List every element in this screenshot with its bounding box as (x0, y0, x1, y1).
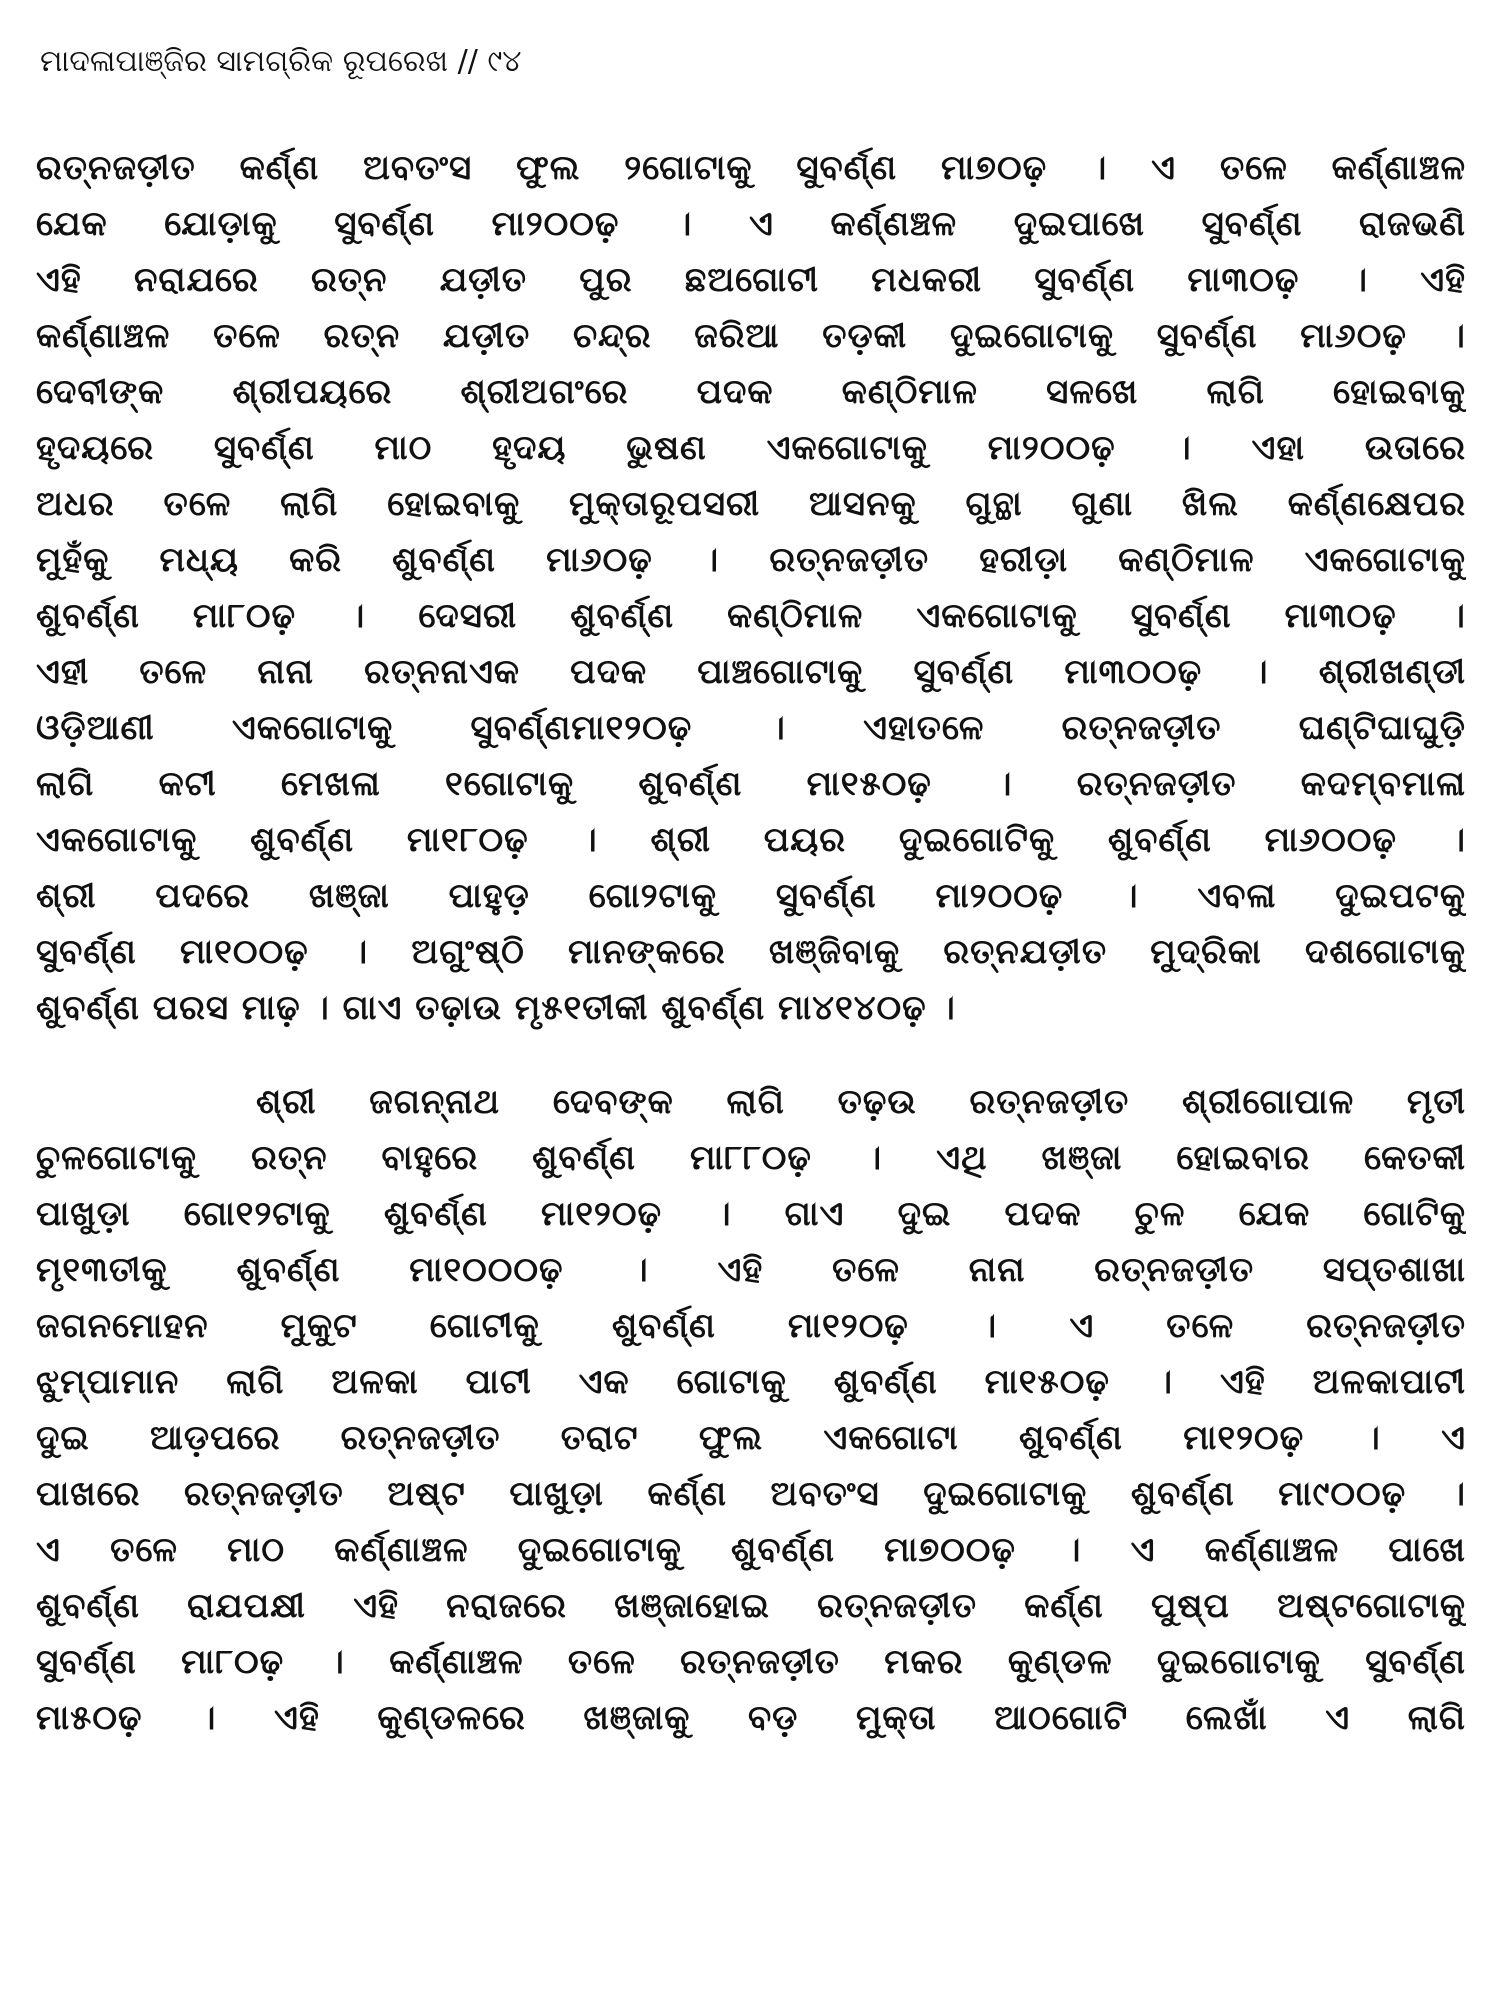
text-line: ମା୫୦ଢ଼ । ଏହି କୁଣ୍ଡଳରେ ଖଞ୍ଜାକୁ ବଡ଼ ମୁକ୍ତା ଆଠଗୋଟି ଲେଖାଁ ଏ ଲାଗି (36, 1698, 1466, 1738)
text-line: ଏହି ନରାଯରେ ରତ୍ନ ଯଡ଼ୀତ ପୁର ଛଅଗୋଟୀ ମଧକରୀ ସୁବର୍ଣ୍ଣ ମା୩୦ଢ଼ । ଏହି (36, 260, 1466, 300)
text-line: ଯେକ ଯୋଡ଼ାକୁ ସୁବର୍ଣ୍ଣ ମା୨୦୦ଢ଼ । ଏ କର୍ଣ୍ଣଞ୍ଚଳ ଦୁଇପାଖେ ସୁବର୍ଣ୍ଣ ରାଜଭଣି (36, 204, 1466, 244)
text-line: ଏକଗୋଟାକୁ ଶୁବର୍ଣ୍ଣ ମା୧୮୦ଢ଼ । ଶ୍ରୀ ପୟର ଦୁଇଗୋଟିକୁ ଶୁବର୍ଣ୍ଣ ମା୬୦୦ଢ଼ । (36, 820, 1466, 860)
text-line: ସୁବର୍ଣ୍ଣ ମା୧୦୦ଢ଼ । ଅଗୁଂଷ୍ଠି ମାନଙ୍କରେ ଖଞ୍ଜିବାକୁ ରତ୍ନଯଡ଼ୀତ ମୁଦ୍ରିକା ଦଶଗୋଟାକୁ (36, 932, 1466, 972)
text-line: ଦେବୀଙ୍କ ଶ୍ରୀପୟରେ ଶ୍ରୀଅଗଂରେ ପଦକ କଣ୍ଠିମାଳ ସଳଖେ ଲାଗି ହୋଇବାକୁ (36, 372, 1466, 412)
text-line: ଲାଗି କଟୀ ମେଖଳା ୧ଗୋଟାକୁ ଶୁବର୍ଣ୍ଣ ମା୧୫୦ଢ଼ । ରତ୍ନଜଡ଼ୀତ କଦମ୍ବମାଳା (36, 764, 1466, 804)
text-line: ଝୁମ୍ପାମାନ ଲାଗି ଅଳକା ପାଟୀ ଏକ ଗୋଟାକୁ ଶୁବର୍ଣ୍ଣ ମା୧୫୦ଢ଼ । ଏହି ଅଳକାପାଟୀ (36, 1362, 1466, 1402)
text-line: ମୃ୧୩ତୀକୁ ଶୁବର୍ଣ୍ଣ ମା୧୦୦୦ଢ଼ । ଏହି ତଳେ ନାନା ରତ୍ନଜଡ଼ୀତ ସପ୍ତଶାଖା (36, 1250, 1466, 1290)
paragraph-1 (36, 140, 1466, 1036)
text-line: ଅଧର ତଳେ ଲାଗି ହୋଇବାକୁ ମୁକ୍ତାରୂପସରୀ ଆସନକୁ ଗୁନ୍ଥା ଗୁଣା ଖିଲ କର୍ଣ୍ଣକ୍ଷେପର (36, 484, 1466, 524)
text-line: ଶ୍ରୀ ଜଗନ୍ନାଥ ଦେବଙ୍କ ଲାଗି ତଢ଼ଉ ରତ୍ନଜଡ଼ୀତ ଶ୍ରୀଗୋପାଳ ମୃତୀ (256, 1082, 1466, 1122)
running-header: ମାଦଳାପାଞ୍ଜିର ସାମଗ୍ରିକ ରୂପରେଖ // ୯୪ (40, 44, 522, 79)
text-line: ଶୁବର୍ଣ୍ଣ ରାଯପକ୍ଷୀ ଏହି ନରାଜରେ ଖଞ୍ଜାହୋଇ ରତ୍ନଜଡ଼ୀତ କର୍ଣ୍ଣ ପୁଷ୍ପ ଅଷ୍ଟଗୋଟାକୁ (36, 1586, 1466, 1626)
text-line: ଏ ତଳେ ମାଠ କର୍ଣ୍ଣାଞ୍ଚଳ ଦୁଇଗୋଟାକୁ ଶୁବର୍ଣ୍ଣ ମା୭୦୦ଢ଼ । ଏ କର୍ଣ୍ଣାଞ୍ଚଳ ପାଖେ (36, 1530, 1466, 1570)
text-line: ହୃଦୟରେ ସୁବର୍ଣ୍ଣ ମାଠ ହୃଦୟ ଭୁଷଣ ଏକଗୋଟାକୁ ମା୨୦୦ଢ଼ । ଏହା ଉତାରେ (36, 428, 1466, 468)
text-line: ଏହୀ ତଳେ ନାନା ରତ୍ନନାଏକ ପଦକ ପାଞ୍ଚଗୋଟାକୁ ସୁବର୍ଣ୍ଣ ମା୩୦୦ଢ଼ । ଶ୍ରୀଖଣ୍ଡୀ (36, 652, 1466, 692)
text-line: ଶୁବର୍ଣ୍ଣ ମା୮୦ଢ଼ । ଦେସରୀ ଶୁବର୍ଣ୍ଣ କଣ୍ଠିମାଳ ଏକଗୋଟାକୁ ସୁବର୍ଣ୍ଣ ମା୩୦ଢ଼ । (36, 596, 1466, 636)
text-line: ସୁବର୍ଣ୍ଣ ମା୮୦ଢ଼ । କର୍ଣ୍ଣାଞ୍ଚଳ ତଳେ ରତ୍ନଜଡ଼ୀତ ମକର କୁଣ୍ଡଳ ଦୁଇଗୋଟାକୁ ସୁବର୍ଣ୍ଣ (36, 1642, 1466, 1682)
text-line: ଓଡ଼ିଆଣୀ ଏକଗୋଟାକୁ ସୁବର୍ଣ୍ଣମା୧୨୦ଢ଼ । ଏହାତଳେ ରତ୍ନଜଡ଼ୀତ ଘଣ୍ଟିଘାଘୁଡ଼ି (36, 708, 1466, 748)
text-line: ଜଗନମୋହନ ମୁକୁଟ ଗୋଟୀକୁ ଶୁବର୍ଣ୍ଣ ମା୧୨୦ଢ଼ । ଏ ତଳେ ରତ୍ନଜଡ଼ୀତ (36, 1306, 1466, 1346)
text-line: ପାଖୁଡ଼ା ଗୋ୧୨ଟାକୁ ଶୁବର୍ଣ୍ଣ ମା୧୨୦ଢ଼ । ଗାଏ ଦୁଇ ପଦକ ଚୁଳ ଯେକ ଗୋଟିକୁ (36, 1194, 1466, 1234)
text-line: ଚୁଳଗୋଟାକୁ ରତ୍ନ ବାହୁରେ ଶୁବର୍ଣ୍ଣ ମା୮୮୦ଢ଼ । ଏଥି ଖଞ୍ଜା ହୋଇବାର କେତକୀ (36, 1138, 1466, 1178)
text-line: ଦୁଇ ଆଡ଼ପରେ ରତ୍ନଜଡ଼ୀତ ତରାଟ ଫୁଲ ଏକଗୋଟା ଶୁବର୍ଣ୍ଣ ମା୧୨୦ଢ଼ । ଏ (36, 1418, 1466, 1458)
paragraph-gap (36, 1036, 1466, 1074)
text-line: ଶୁବର୍ଣ୍ଣ ପରସ ମାଢ଼ । ଗାଏ ତଢ଼ାଉ ମୃ୫୧ତୀକୀ ଶୁବର୍ଣ୍ଣ ମା୪୧୪୦ଢ଼ । (36, 988, 956, 1028)
text-line: ପାଖରେ ରତ୍ନଜଡ଼ୀତ ଅଷ୍ଟ ପାଖୁଡ଼ା କର୍ଣ୍ଣ ଅବତଂସ ଦୁଇଗୋଟାକୁ ଶୁବର୍ଣ୍ଣ ମା୯୦୦ଢ଼ । (36, 1474, 1466, 1514)
text-line: କର୍ଣ୍ଣାଞ୍ଚଳ ତଳେ ରତ୍ନ ଯଡ଼ୀତ ଚନ୍ଦ୍ର ଜରିଆ ତଡ଼କୀ ଦୁଇଗୋଟାକୁ ସୁବର୍ଣ୍ଣ ମା୬୦ଢ଼ । (36, 316, 1466, 356)
text-line: ଶ୍ରୀ ପଦରେ ଖଞ୍ଜା ପାହୁଡ଼ ଗୋ୨ଟାକୁ ସୁବର୍ଣ୍ଣ ମା୨୦୦ଢ଼ । ଏବଳା ଦୁଇପଟକୁ (36, 876, 1466, 916)
paragraph-2 (36, 1074, 1466, 1746)
text-line: ମୁହଁକୁ ମଧ୍ୟ କରି ଶୁବର୍ଣ୍ଣ ମା୬୦ଢ଼ । ରତ୍ନଜଡ଼ୀତ ହରୀଡ଼ା କଣ୍ଠିମାଳ ଏକଗୋଟାକୁ (36, 540, 1466, 580)
text-line: ରତ୍ନଜଡ଼ୀତ କର୍ଣ୍ଣ ଅବତଂସ ଫୁଲ ୨ଗୋଟାକୁ ସୁବର୍ଣ୍ଣ ମା୭୦ଢ଼ । ଏ ତଳେ କର୍ଣ୍ଣାଞ୍ଚଳ (36, 148, 1466, 188)
body-text (36, 140, 1466, 1746)
